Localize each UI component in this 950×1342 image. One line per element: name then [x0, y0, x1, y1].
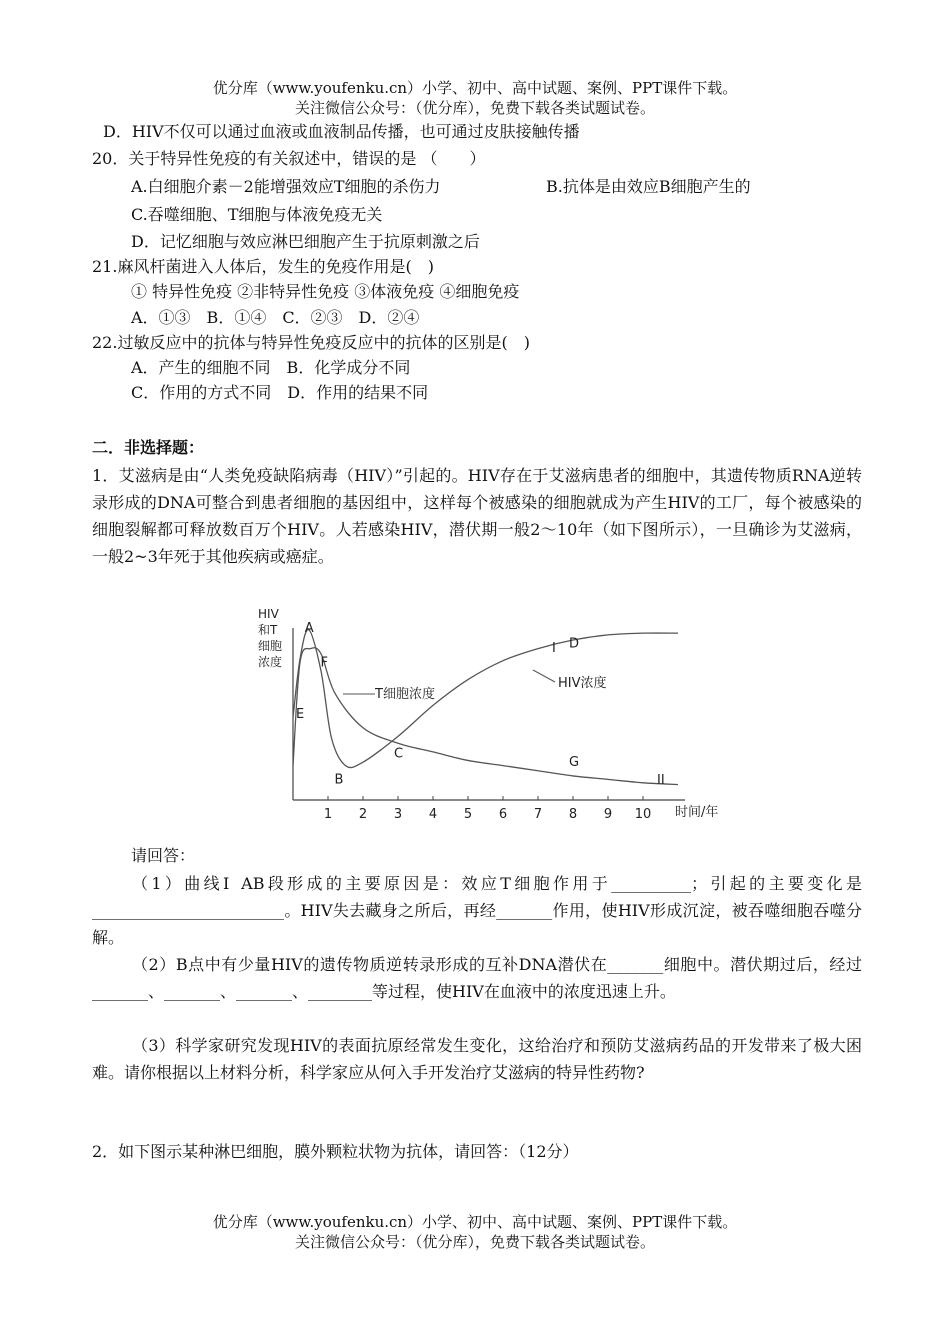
point-label-e: E	[296, 707, 305, 722]
footer-line-2: 关注微信公众号：（优分库），免费下载各类试题试卷。	[294, 1233, 655, 1251]
y-label-line: HIV	[258, 607, 279, 621]
x-tick-label: 8	[568, 807, 578, 822]
x-tick-label: 6	[498, 807, 508, 822]
y-axis-label	[258, 607, 282, 669]
x-tick-label: 5	[463, 807, 473, 822]
section-2-title: 二．非选择题：	[92, 438, 205, 457]
x-tick-label: 3	[393, 807, 403, 822]
q21-options: A．①③ B．①④ C．②③ D．②④	[131, 308, 420, 327]
point-label-c: C	[394, 746, 404, 762]
q1-intro: 1．艾滋病是由“人类免疫缺陷病毒（HIV）”引起的。HIV存在于艾滋病患者的细胞中，其遗传物质RNA逆转录形成的DNA可整合到患者细胞的基因组中，这样每个被感染的细胞就成为产生HIV的工厂，每个被感染的细胞裂解都可释放数百万个HIV。人若感染HIV，潜伏期一般2～10年（如下图所示），一旦确诊为艾滋病，一般2~3年死于其他疾病或癌症。	[92, 466, 862, 566]
q20-option-c: C.吞噬细胞、T细胞与体液免疫无关	[131, 205, 383, 224]
hiv-annotation-leader	[533, 670, 555, 682]
y-label-line: 和T	[258, 623, 278, 637]
header-line-1: 优分库（www.youfenku.cn）小学、初中、高中试题、案例、PPT课件下载。	[212, 79, 738, 97]
q21-items: ① 特异性免疫 ②非特异性免疫 ③体液免疫 ④细胞免疫	[131, 282, 520, 301]
q1-prompt: 请回答：	[131, 846, 196, 865]
q1-part-2: （2）B点中有少量HIV的遗传物质逆转录形成的互补DNA潜伏在_______细胞中。潜伏期过后，经过_______、_______、_______、________等过程，使HIV在血液中的浓度迅速上升。	[92, 955, 862, 1001]
series-roman-i: I	[552, 641, 556, 656]
q22-options-1: A．产生的细胞不同 B．化学成分不同	[131, 358, 411, 377]
q20-stem: 20．关于特异性免疫的有关叙述中，错误的是 （ ）	[92, 149, 486, 168]
point-label-f: F	[320, 655, 328, 671]
q19-option-d: D．HIV不仅可以通过血液或血液制品传播，也可通过皮肤接触传播	[103, 122, 580, 141]
q1-part-3: （3）科学家研究发现HIV的表面抗原经常发生变化，这给治疗和预防艾滋病药品的开发带来了极大困难。请你根据以上材料分析，科学家应从何入手开发治疗艾滋病的特异性药物?	[92, 1036, 862, 1082]
point-label-b: B	[334, 772, 344, 788]
point-label-a: A	[304, 621, 314, 636]
q1-part-1: （1）曲线Ⅰ AB段形成的主要原因是：效应T细胞作用于__________；引起的主要变化是________________________。HIV失去藏身之所后，再经_______作用，使HIV形成沉淀，被吞噬细胞吞噬分解。	[92, 874, 862, 947]
t-cell-concentration-curve	[293, 648, 678, 788]
hiv-concentration-curve	[293, 630, 678, 771]
x-tick-label: 10	[634, 807, 652, 822]
q22-options-2: C．作用的方式不同 D．作用的结果不同	[131, 383, 429, 402]
point-label-g: G	[569, 755, 580, 771]
x-tick-label: 2	[358, 807, 368, 822]
q20-option-b: B.抗体是由效应B细胞产生的	[546, 177, 751, 196]
q20-option-d: D．记忆细胞与效应淋巴细胞产生于抗原刺激之后	[131, 232, 480, 251]
x-tick-label: 7	[533, 807, 543, 822]
q21-stem: 21.麻风杆菌进入人体后，发生的免疫作用是( )	[92, 257, 434, 276]
y-label-line: 浓度	[258, 655, 283, 669]
header-line-2: 关注微信公众号：（优分库），免费下载各类试题试卷。	[294, 99, 655, 117]
t-cell-annotation: T细胞浓度	[375, 687, 435, 702]
x-tick-label: 9	[603, 807, 613, 822]
y-label-line: 细胞	[258, 639, 283, 653]
footer-line-1: 优分库（www.youfenku.cn）小学、初中、高中试题、案例、PPT课件下载。	[212, 1213, 738, 1231]
series-roman-ii: II	[657, 773, 665, 788]
q22-stem: 22.过敏反应中的抗体与特异性免疫反应中的抗体的区别是( )	[92, 333, 530, 352]
q20-option-a: A.白细胞介素－2能增强效应T细胞的杀伤力	[131, 177, 441, 196]
x-axis-label: 时间/年	[675, 805, 719, 820]
q2-stem: 2．如下图示某种淋巴细胞，膜外颗粒状物为抗体，请回答：（12分）	[92, 1142, 579, 1161]
hiv-annotation: HIV浓度	[558, 676, 607, 691]
point-label-d: D	[569, 636, 580, 652]
x-tick-label: 1	[323, 807, 333, 822]
x-tick-label: 4	[428, 807, 438, 822]
hiv-t-cell-chart	[255, 600, 745, 830]
